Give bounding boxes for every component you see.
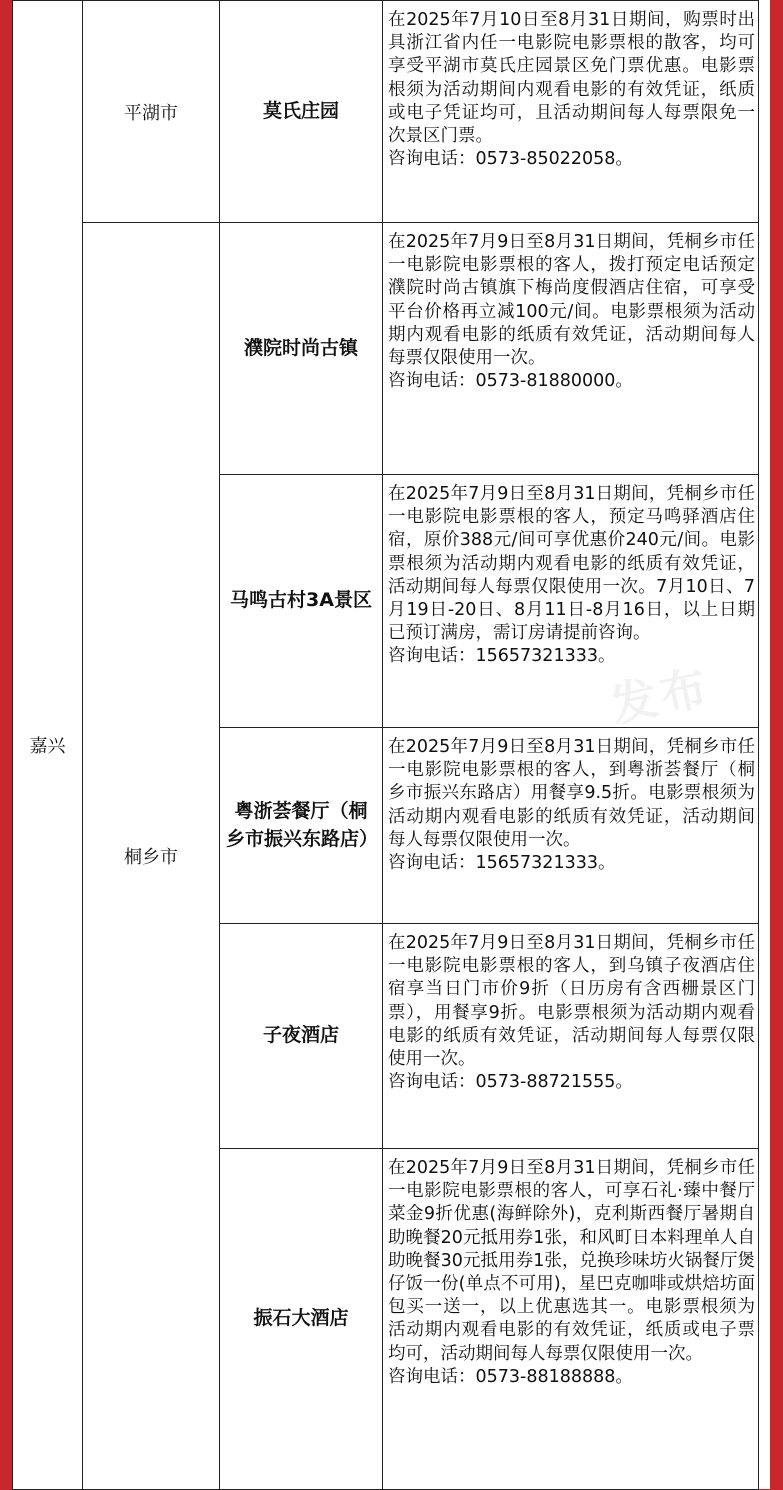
description-text: 在2025年7月10日至8月31日期间，购票时出具浙江省内任一电影院电影票根的散客，均可享受平湖市莫氏庄园景区免门票优惠。电影票根须为活动期间内观看电影的有效凭证，纸质或电子凭证均可，且活动期间每人每票限免一次景区门票。	[388, 10, 755, 147]
description-text: 在2025年7月9日至8月31日期间，凭桐乡市任一电影院电影票根的客人，拨打预定电话预定濮院时尚古镇旗下梅尚度假酒店住宿，可享受平台价格再立减100元/间。电影票根须为活动期内观看电影的纸质有效凭证，活动期间每人每票仅限使用一次。	[388, 232, 755, 369]
description-cell	[383, 1, 759, 223]
description-cell	[383, 475, 759, 728]
phone-text: 咨询电话：0573-81880000。	[388, 371, 633, 392]
venue-cell: 子夜酒店	[220, 924, 383, 1149]
table-row	[13, 223, 759, 475]
description-text: 在2025年7月9日至8月31日期间，凭桐乡市任一电影院电影票根的客人，到粤浙荟餐厅（桐乡市振兴东路店）用餐享9.5折。电影票根须为活动期内观看电影的纸质有效凭证，活动期间每人每票仅限使用一次。	[388, 737, 755, 850]
phone-text: 咨询电话：0573-88188888。	[388, 1366, 633, 1387]
phone-text: 咨询电话：0573-88721555。	[388, 1072, 633, 1093]
description-text: 在2025年7月9日至8月31日期间，凭桐乡市任一电影院电影票根的客人，到乌镇子夜酒店住宿享当日门市价9折（日历房有含西栅景区门票），用餐享9折。电影票根须为活动期内观看电影的纸质有效凭证，活动期间每人每票仅限使用一次。	[388, 933, 755, 1070]
phone-text: 咨询电话：0573-85022058。	[388, 149, 633, 170]
description-text: 在2025年7月9日至8月31日期间，凭桐乡市任一电影院电影票根的客人，可享石礼·臻中餐厅菜金9折优惠(海鲜除外)，克利斯西餐厅暑期自助晚餐20元抵用券1张，和风町日本料理单人自助晚餐30元抵用券1张，兑换珍味坊火锅餐厅煲仔饭一份(单点不可用)，星巴克咖啡或烘焙坊面包买一送一，以上优惠选其一。电影票根须为活动期内观看电影的有效凭证，纸质或电子票均可，活动期间每人每票仅限使用一次。	[388, 1158, 755, 1364]
venue-cell: 濮院时尚古镇	[220, 223, 383, 475]
description-cell	[383, 924, 759, 1149]
county-cell: 平湖市	[83, 1, 220, 223]
phone-text: 咨询电话：15657321333。	[388, 646, 616, 667]
venue-cell: 莫氏庄园	[220, 1, 383, 223]
offers-table	[12, 0, 759, 1490]
description-cell	[383, 223, 759, 475]
table-row	[13, 1, 759, 223]
venue-cell: 马鸣古村3A景区	[220, 475, 383, 728]
city-cell: 嘉兴	[13, 1, 83, 1490]
venue-cell: 粤浙荟餐厅（桐乡市振兴东路店）	[220, 728, 383, 924]
phone-text: 咨询电话：15657321333。	[388, 853, 616, 874]
description-cell	[383, 1149, 759, 1490]
description-text: 在2025年7月9日至8月31日期间，凭桐乡市任一电影院电影票根的客人，预定马鸣驿酒店住宿，原价388元/间可享优惠价240元/间。电影票根须为活动期内观看电影的纸质有效凭证，活动期间每人每票仅限使用一次。7月10日、7月19日-20日、8月11日-8月16日，以上日期已预订满房，需订房请提前咨询。	[388, 484, 755, 644]
description-cell	[383, 728, 759, 924]
venue-cell: 振石大酒店	[220, 1149, 383, 1490]
county-cell: 桐乡市	[83, 223, 220, 1490]
